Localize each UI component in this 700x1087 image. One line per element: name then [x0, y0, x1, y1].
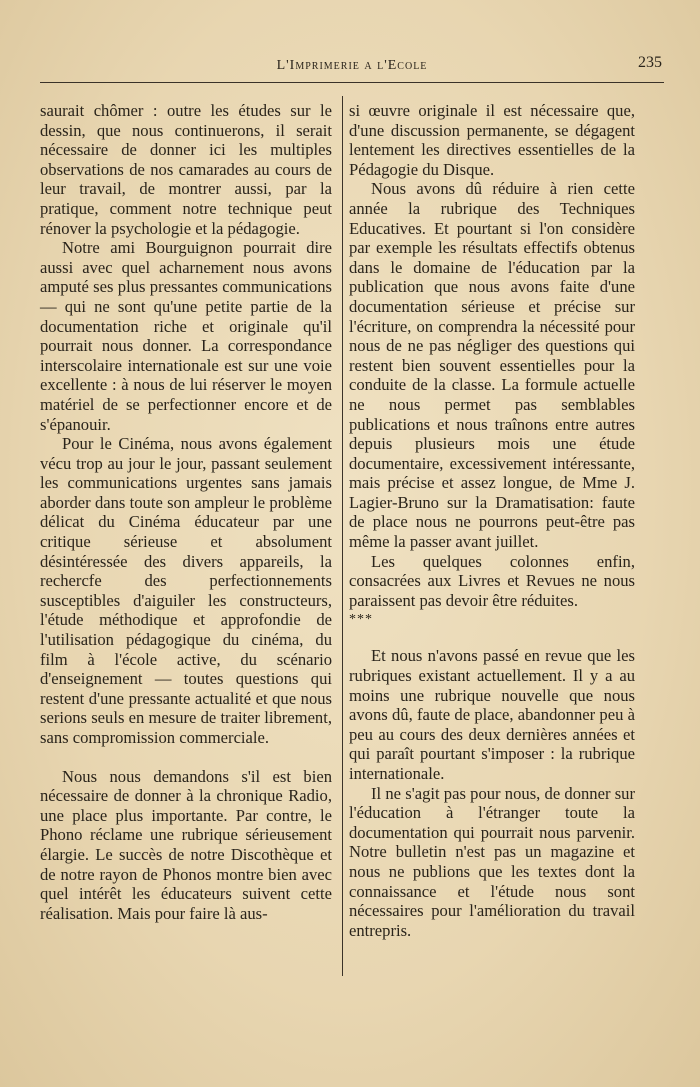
paragraph: Nous avons dû réduire à rien cette année la rubrique des Techniques Educatives. Et pourtant si l'on considère par exemple les résultats effectifs obtenus dans le domaine de l'éducation par la publication que nous avons faite d'une documentation sérieuse et précise sur l'écriture, on comprendra la nécessité pour nous de ne pas négliger des questions qui restent bien souvent essentielles pour la conduite de la classe. La formule actuelle ne nous permet pas semblables publications et nous traînons entre autres depuis plusieurs mois une étude documentaire, excessivement intéressante, mais précise et assez longue, de Mme J. Lagier-Bruno sur la Dramatisation: faute de place nous ne pourrons peut-être pas même la passer avant juillet. — [349, 179, 635, 552]
section-separator: *** — [349, 612, 373, 628]
separator-gap — [349, 630, 635, 646]
paragraph: Les quelques colonnes enfin, consacrées aux Livres et Revues ne nous paraissent pas devoir être réduites. — [349, 551, 635, 610]
header-rule — [40, 82, 664, 83]
paragraph: Pour le Cinéma, nous avons également vécu trop au jour le jour, passant seulement les communications urgentes sans jamais aborder dans toute son ampleur le problème délicat du Cinéma éducateur par une critique sérieuse et absolument désintéressée des divers appareils, la rechercfe des perfectionnements susceptibles d'aiguiler les constructeurs, l'étude méthodique et approfondie de l'utilisation pédagogique du cinéma, du film à l'école active, du scénario d'enseignement — toutes questions qui restent d'une pressante actualité et que nous serions seuls en mesure de traiter librement, sans compromission commerciale. — [40, 434, 332, 747]
paragraph: Et nous n'avons passé en revue que les rubriques existant actuellement. Il y a au moins une rubrique nouvelle que nous avons dû, faute de place, abandonner peu à peu au cours des deux dernières années et qui paraît pourtant s'imposer : la rubrique internationale. — [349, 646, 635, 783]
left-column — [40, 101, 332, 923]
paragraph: si œuvre originale il est nécessaire que, d'une discussion permanente, se dégagent lentement les directives essentielles de la Pédagogie du Disque. — [349, 101, 635, 179]
page-number: 235 — [638, 54, 662, 71]
paragraph: Il ne s'agit pas pour nous, de donner sur l'éducation à l'étranger toute la documentation qui pourrait nous parvenir. Notre bulletin n'est pas un magazine et nous ne publions que les textes dont la connaissance et l'étude nous sont nécessaires pour l'amélioration du travail entrepris. — [349, 783, 635, 940]
running-title: L'Imprimerie a l'Ecole — [276, 58, 428, 73]
column-divider — [342, 96, 343, 976]
paragraph: saurait chômer : outre les études sur le dessin, que nous continuerons, il serait nécessaire de donner ici les multiples observations de nos camarades au cours de leur travail, de montrer aussi, par la pratique, comment notre technique peut rénover la psychologie et la pédagogie. — [40, 101, 332, 238]
right-column — [349, 101, 635, 940]
page-header — [40, 52, 664, 84]
paragraph: Nous nous demandons s'il est bien nécessaire de donner à la chronique Radio, une place plus importante. Par contre, le Phono réclame une rubrique sérieusement élargie. Le succès de notre Discothèque et de notre rayon de Phonos montre bien avec quel intérêt les éducateurs suivent cette réalisation. Mais pour faire là aus- — [40, 766, 332, 923]
paragraph: Notre ami Bourguignon pourrait dire aussi avec quel acharnement nous avons amputé ses plus pressantes communications — qui ne sont qu'une petite partie de la documentation riche et originale qu'il pourrait nous donner. La correspondance interscolaire internationale est sur une voie excellente : à nous de lui réserver le moyen matériel de se perfectionner encore et de s'épanouir. — [40, 238, 332, 434]
